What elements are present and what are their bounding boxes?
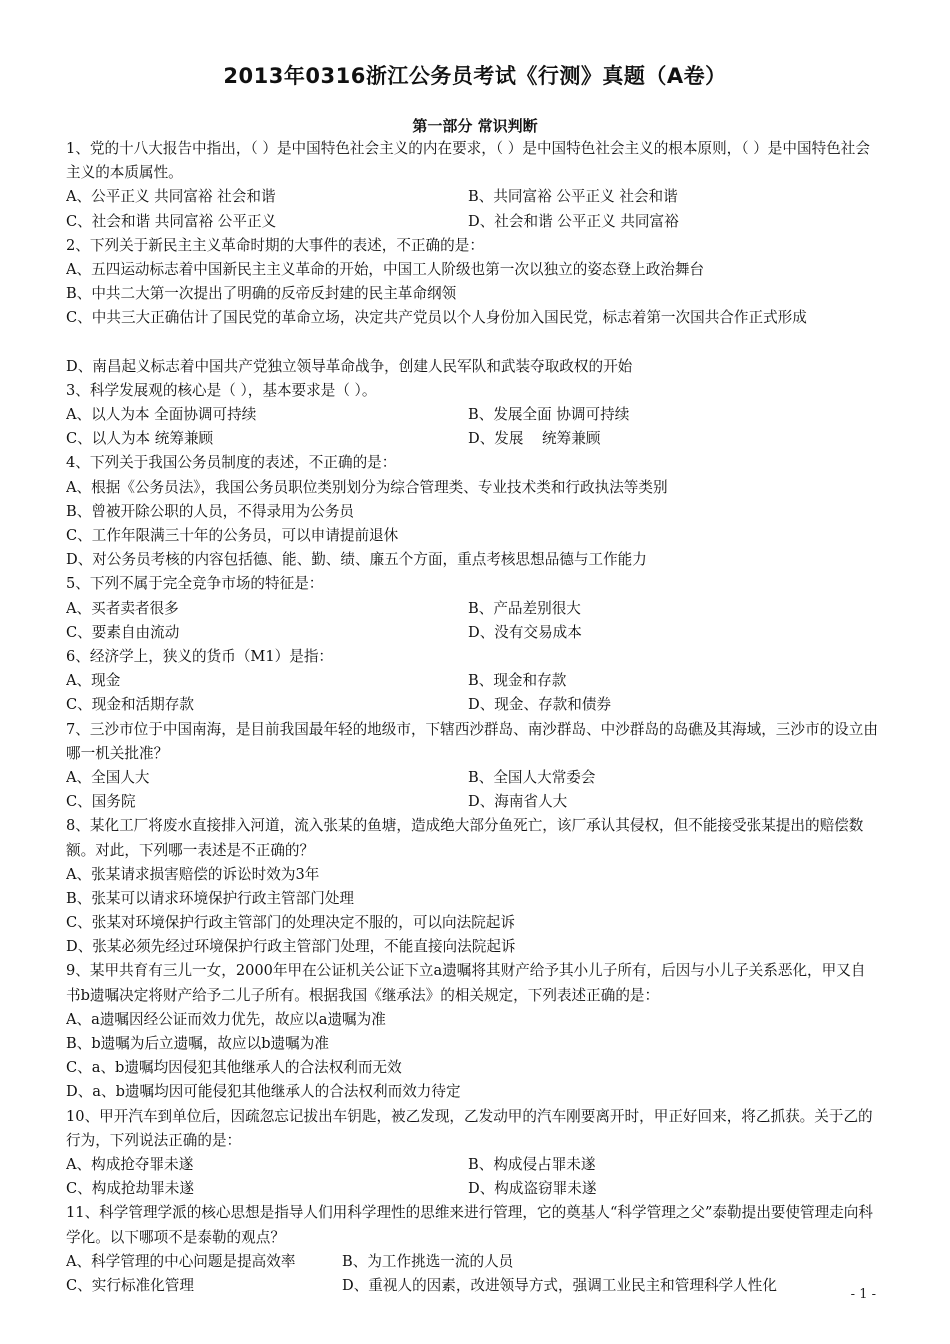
- option: C、张某对环境保护行政主管部门的处理决定不服的，可以向法院起诉: [66, 914, 515, 932]
- option: B、为工作挑选一流的人员: [342, 1252, 514, 1270]
- option: B、张某可以请求环境保护行政主管部门处理: [66, 889, 355, 907]
- option: A、科学管理的中心问题是提高效率: [66, 1252, 296, 1270]
- option-row: [66, 1274, 878, 1298]
- question-stem: 8、某化工厂将废水直接排入河道，流入张某的鱼塘，造成绝大部分鱼死亡，该厂承认其侵权，但不能接受张某提出的赔偿数额。对此，下列哪一表述是不正确的？: [66, 817, 864, 859]
- option-row: [66, 621, 878, 645]
- option: C、构成抢劫罪未遂: [66, 1180, 194, 1198]
- option-row: [66, 790, 878, 814]
- option: A、现金: [66, 672, 121, 690]
- question-stem: 4、下列关于我国公务员制度的表述，不正确的是：: [66, 454, 397, 472]
- question-stem: 3、科学发展观的核心是（ ），基本要求是（ ）。: [66, 381, 377, 399]
- option-row: [66, 597, 878, 621]
- option-row: [66, 1250, 878, 1274]
- option: A、买者卖者很多: [66, 599, 179, 617]
- option: A、张某请求损害赔偿的诉讼时效为3年: [66, 865, 320, 883]
- option: C、社会和谐 共同富裕 公平正义: [66, 212, 277, 230]
- question-stem: 5、下列不属于完全竞争市场的特征是：: [66, 575, 324, 593]
- option: D、南昌起义标志着中国共产党独立领导革命战争，创建人民军队和武装夺取政权的开始: [66, 357, 633, 375]
- option: A、以人为本 全面协调可持续: [66, 406, 257, 424]
- option: C、要素自由流动: [66, 623, 180, 641]
- option-row: [66, 403, 878, 427]
- option: B、全国人大常委会: [468, 768, 596, 786]
- option: B、共同富裕 公平正义 社会和谐: [468, 188, 678, 206]
- option: D、对公务员考核的内容包括德、能、勤、绩、廉五个方面，重点考核思想品德与工作能力: [66, 551, 647, 569]
- page-number: - 1 -: [850, 1287, 876, 1302]
- option: D、张某必须先经过环境保护行政主管部门处理，不能直接向法院起诉: [66, 938, 516, 956]
- option-row: [66, 766, 878, 790]
- option: A、构成抢夺罪未遂: [66, 1155, 194, 1173]
- option: C、a、b遗嘱均因侵犯其他继承人的合法权利而无效: [66, 1059, 402, 1077]
- option: A、a遗嘱因经公证而效力优先，故应以a遗嘱为准: [66, 1010, 386, 1028]
- option-row: [66, 210, 878, 234]
- option: D、重视人的因素，改进领导方式，强调工业民主和管理科学人性化: [342, 1276, 777, 1294]
- option: C、现金和活期存款: [66, 696, 194, 714]
- option: A、公平正义 共同富裕 社会和谐: [66, 188, 276, 206]
- option: D、发展 统筹兼顾: [468, 430, 601, 448]
- question-stem: 7、三沙市位于中国南海，是目前我国最年轻的地级市，下辖西沙群岛、南沙群岛、中沙群岛的岛礁及其海域，三沙市的设立由哪一机关批准？: [66, 720, 878, 762]
- option: D、海南省人大: [468, 793, 568, 811]
- option: A、五四运动标志着中国新民主主义革命的开始，中国工人阶级也第一次以独立的姿态登上政治舞台: [66, 260, 705, 278]
- option: D、构成盗窃罪未遂: [468, 1180, 597, 1198]
- document-title: 2013年0316浙江公务员考试《行测》真题（A卷）: [223, 64, 727, 88]
- question-stem: 2、下列关于新民主主义革命时期的大事件的表述，不正确的是：: [66, 236, 484, 254]
- option-row: [66, 693, 878, 717]
- option: B、b遗嘱为后立遗嘱，故应以b遗嘱为准: [66, 1035, 329, 1053]
- option: B、现金和存款: [468, 672, 567, 690]
- option: A、全国人大: [66, 768, 150, 786]
- option: B、构成侵占罪未遂: [468, 1155, 596, 1173]
- option: D、现金、存款和债券: [468, 696, 612, 714]
- option-row: [66, 669, 878, 693]
- question-stem: 10、甲开汽车到单位后，因疏忽忘记拔出车钥匙，被乙发现，乙发动甲的汽车刚要离开时，甲正好回来，将乙抓获。关于乙的行为，下列说法正确的是：: [66, 1107, 873, 1149]
- option: C、中共三大正确估计了国民党的革命立场，决定共产党员以个人身份加入国民党，标志着第一次国共合作正式形成: [66, 309, 807, 327]
- option: A、根据《公务员法》，我国公务员职位类别划分为综合管理类、专业技术类和行政执法等类别: [66, 478, 668, 496]
- section-heading: 第一部分 常识判断: [412, 117, 538, 135]
- option: B、曾被开除公职的人员，不得录用为公务员: [66, 502, 355, 520]
- question-stem: 9、某甲共育有三儿一女，2000年甲在公证机关公证下立a遗嘱将其财产给予其小儿子所有，后因与小儿子关系恶化，甲又自书b遗嘱决定将财产给予二儿子所有。根据我国《继承法》的相关规定，下列表述正确的是：: [66, 962, 866, 1004]
- question-stem: 1、党的十八大报告中指出，（ ）是中国特色社会主义的内在要求，（ ）是中国特色社会主义的根本原则，（ ）是中国特色社会主义的本质属性。: [66, 140, 870, 182]
- option-row: [66, 1153, 878, 1177]
- option: C、以人为本 统筹兼顾: [66, 430, 214, 448]
- option: D、没有交易成本: [468, 623, 582, 641]
- question-stem: 11、科学管理学派的核心思想是指导人们用科学理性的思维来进行管理，它的奠基人“科学管理之父”泰勒提出要使管理走向科学化。以下哪项不是泰勒的观点？: [66, 1204, 873, 1246]
- option-row: [66, 185, 878, 209]
- option: C、实行标准化管理: [66, 1276, 194, 1294]
- option: C、国务院: [66, 793, 136, 811]
- option: B、产品差别很大: [468, 599, 581, 617]
- option: D、社会和谐 公平正义 共同富裕: [468, 212, 679, 230]
- option: D、a、b遗嘱均因可能侵犯其他继承人的合法权利而效力待定: [66, 1083, 461, 1101]
- question-stem: 6、经济学上，狭义的货币（M1）是指：: [66, 647, 334, 665]
- option-row: [66, 1177, 878, 1201]
- option: B、中共二大第一次提出了明确的反帝反封建的民主革命纲领: [66, 285, 457, 303]
- option: C、工作年限满三十年的公务员，可以申请提前退休: [66, 527, 399, 545]
- option: B、发展全面 协调可持续: [468, 406, 630, 424]
- question-list: [66, 137, 878, 1298]
- option-row: [66, 427, 878, 451]
